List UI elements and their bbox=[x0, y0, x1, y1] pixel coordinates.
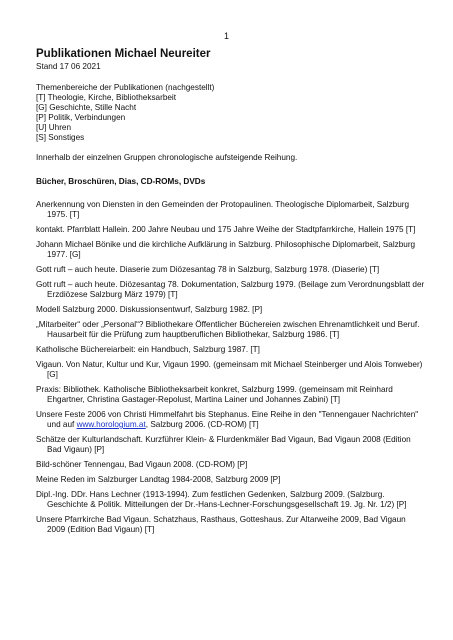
document-body bbox=[36, 48, 426, 540]
publication-entry: Schätze der Kulturlandschaft. Kurzführer Klein- & Flurdenkmäler Bad Vigaun, Bad Vigaun 2008 (Edition Bad Vigaun) [P] bbox=[36, 435, 411, 454]
website-link[interactable]: www.horologium.at bbox=[76, 420, 146, 429]
publication-entry: Johann Michael Bönike und die kirchliche Aufklärung in Salzburg. Philosophische Diplomarbeit, Salzburg 1977. [G] bbox=[36, 240, 416, 259]
theme-item: [G] Geschichte, Stille Nacht bbox=[36, 103, 137, 112]
theme-item: [U] Uhren bbox=[36, 123, 72, 132]
publication-entry: Dipl.-Ing. DDr. Hans Lechner (1913-1994). Zum festlichen Gedenken, Salzburg 2009. (Salzburg. Geschichte & Politik. Mitteilungen der Dr.-Hans-Lechner-Forschungsgesellschaft 19. Jg. Nr. 1/2) [P] bbox=[36, 490, 407, 509]
publication-entry: „Mitarbeiter“ oder „Personal“? Bibliothekare Öffentlicher Büchereien zwischen Ehrenamtlichkeit und Beruf. Hausarbeit für die Prüfung zum hauptberuflichen Bibliothekar, Salzburg 1986. [T] bbox=[36, 320, 420, 339]
document-date: Stand 17 06 2021 bbox=[36, 62, 101, 71]
themes-heading: Themenbereiche der Publikationen (nachgestellt) bbox=[36, 83, 215, 92]
publication-entry: Meine Reden im Salzburger Landtag 1984-2008, Salzburg 2009 [P] bbox=[36, 475, 281, 484]
theme-item: [P] Politik, Verbindungen bbox=[36, 113, 126, 122]
publication-entry-with-link bbox=[36, 410, 426, 430]
entry-text-before-link: Unsere Feste 2006 von Christi Himmelfahrt bis Stephanus. Eine Reihe in den "Tennengauer Nachrichten" und auf bbox=[36, 410, 419, 429]
publication-entry: Gott ruft – auch heute. Diaserie zum Diözesantag 78 in Salzburg, Salzburg 1978. (Diaserie) [T] bbox=[36, 265, 380, 274]
entry-text-after-link: , Salzburg 2006. (CD-ROM) [T] bbox=[145, 420, 259, 429]
themes-block bbox=[36, 83, 426, 143]
page-number: 1 bbox=[223, 31, 229, 41]
theme-item: [T] Theologie, Kirche, Bibliotheksarbeit bbox=[36, 93, 177, 102]
publication-list bbox=[36, 200, 426, 535]
publication-entry: Anerkennung von Diensten in den Gemeinden der Protopaulinen. Theologische Diplomarbeit, Salzburg 1975. [T] bbox=[36, 200, 410, 219]
publication-entry: Unsere Pfarrkirche Bad Vigaun. Schatzhaus, Rasthaus, Gotteshaus. Zur Altarweihe 2009, Bad Vigaun 2009 (Edition Bad Vigaun) [T] bbox=[36, 515, 406, 534]
publication-entry: Gott ruft – auch heute. Diözesantag 78. Dokumentation, Salzburg 1979. (Beilage zum Verordnungsblatt der Erzdiözese Salzburg März 1979) [T] bbox=[36, 280, 425, 299]
publication-entry: Vigaun. Von Natur, Kultur und Kur, Vigaun 1990. (gemeinsam mit Michael Steinberger und Alois Tonweber) [G] bbox=[36, 360, 423, 379]
document-title: Publikationen Michael Neureiter bbox=[36, 48, 211, 60]
publication-entry: Katholische Büchereiarbeit: ein Handbuch, Salzburg 1987. [T] bbox=[36, 345, 260, 354]
intro-text: Innerhalb der einzelnen Gruppen chronologische aufsteigende Reihung. bbox=[36, 153, 298, 162]
section-heading: Bücher, Broschüren, Dias, CD-ROMs, DVDs bbox=[36, 177, 206, 186]
publication-entry: Modell Salzburg 2000. Diskussionsentwurf, Salzburg 1982. [P] bbox=[36, 305, 263, 314]
theme-item: [S] Sonstiges bbox=[36, 133, 85, 142]
publication-entry: Bild-schöner Tennengau, Bad Vigaun 2008. (CD-ROM) [P] bbox=[36, 460, 248, 469]
publication-entry: kontakt. Pfarrblatt Hallein. 200 Jahre Neubau und 175 Jahre Weihe der Stadtpfarrkirche, Hallein 1975 [T] bbox=[36, 225, 416, 234]
publication-entry: Praxis: Bibliothek. Katholische Bibliotheksarbeit konkret, Salzburg 1999. (gemeinsam mit Reinhard Ehgartner, Christina Gastager-Repolust, Martina Lainer und Johannes Zabini) [T] bbox=[36, 385, 393, 404]
